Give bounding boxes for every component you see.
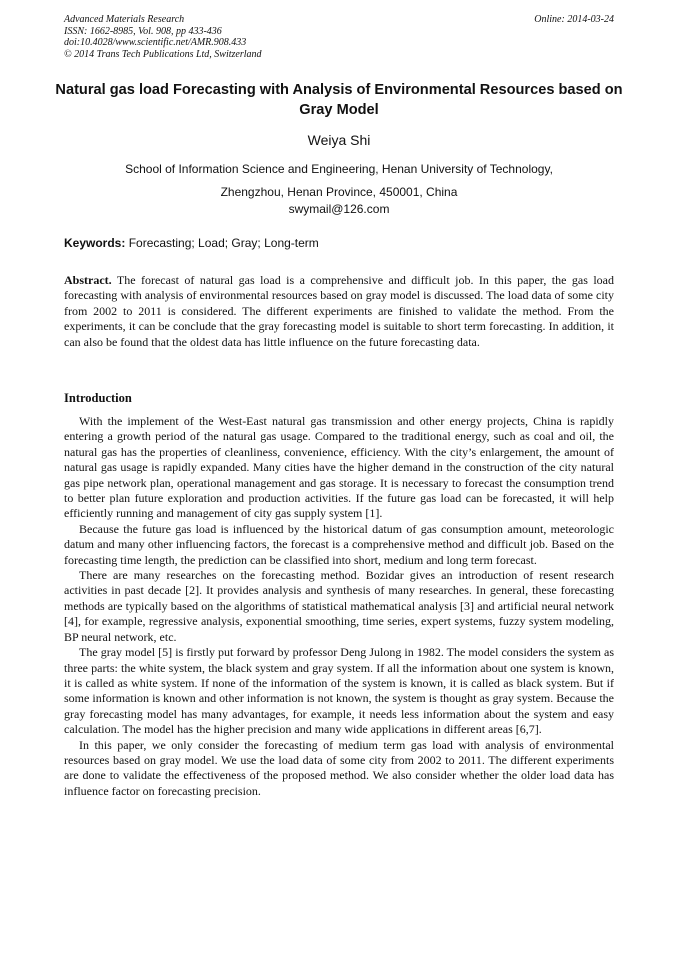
- keywords-text: Forecasting; Load; Gray; Long-term: [125, 236, 319, 250]
- author-name: Weiya Shi: [307, 132, 371, 148]
- abstract: [64, 273, 614, 350]
- intro-paragraph-5: In this paper, we only consider the forecasting of medium term gas load with analysis of environmental resources based on gray model. We use the load data of some city from 2002 to 2011. The different experiments are done to validate the effectiveness of the proposed method. We also consider whether the older load data has influence factor on forecasting precision.: [64, 737, 614, 798]
- journal-header: [64, 14, 614, 60]
- intro-paragraph-2: Because the future gas load is influenced by the historical datum of gas consumption amount, meteorologic datum and many other influencing factors, the forecast is a comprehensive method and difficult job. Based on the forecasting time length, the prediction can be classified into short, medium and long term forecast.: [64, 521, 614, 567]
- journal-name: Advanced Materials Research: [64, 14, 185, 25]
- keywords: [64, 236, 614, 250]
- introduction-heading: Introduction: [64, 391, 132, 405]
- intro-paragraph-3: There are many researches on the forecasting method. Bozidar gives an introduction of resent research activities in past decade [2]. It provides analysis and synthesis of many researches. In general, these forecasting methods are typically based on the algorithms of statistical mathematical analysis [3] and artificial neural network [4], for example, regressive analysis, exponential smoothing, time series, expert systems, fuzzy system modeling, BP neural network, etc.: [64, 568, 614, 644]
- affiliation-line-1: School of Information Science and Engineering, Henan University of Technology,: [125, 162, 553, 176]
- copyright-line: © 2014 Trans Tech Publications Ltd, Switzerland: [64, 48, 262, 60]
- author-email: swymail@126.com: [288, 202, 390, 216]
- introduction-body: [64, 414, 614, 799]
- abstract-text: The forecast of natural gas load is a comprehensive and difficult job. In this paper, the gas load forecasting with analysis of environmental resources based on gray model is discussed. The load data of some city from 2002 to 2011 is considered. The different experiments are finished to validate the method. From the experiments, it can be conclude that the gray forecasting model is suitable to short term forecasting. In addition, it can also be found that the oldest data has little influence on the future forecasting data.: [64, 273, 614, 349]
- keywords-label: Keywords:: [64, 236, 126, 250]
- issn-line: ISSN: 1662-8985, Vol. 908, pp 433-436: [64, 25, 222, 37]
- abstract-label: Abstract.: [64, 273, 112, 287]
- paper-title: Natural gas load Forecasting with Analysis of Environmental Resources based on Gray Model: [55, 82, 623, 118]
- doi-line: doi:10.4028/www.scientific.net/AMR.908.433: [64, 37, 247, 49]
- affiliation: [40, 158, 638, 204]
- online-date: Online: 2014-03-24: [534, 14, 614, 25]
- intro-paragraph-1: With the implement of the West-East natural gas transmission and other energy projects, China is rapidly entering a growth period of the natural gas usage. Compared to the traditional energy, such as coal and oil, the natural gas has the properties of cleanliness, convenience, efficiency. With the city’s enlargement, the amount of natural gas usage is rapidly expanded. Many cities have the higher demand in the construction of the city natural gas pipe network plan, operational management and gas storage. It is necessary to forecast the consumption trend to better plan future exploration and production activities. If the future gas load can be forecasted, it will help efficiently running and management of city gas supply system [1].: [64, 414, 614, 521]
- intro-paragraph-4: The gray model [5] is firstly put forward by professor Deng Julong in 1982. The model considers the system as three parts: the white system, the black system and gray system. If all the information about one system is known, it is called as white system. If none of the information of the system is known, it is called as black system. But if some information is known and other information is not known, the system is thought as gray system. Because the gray forecasting model has many advantages, for example, it needs less information about the system and easy calculation. The model has the higher precision and many wide applications in different areas [6,7].: [64, 645, 614, 737]
- affiliation-line-2: Zhengzhou, Henan Province, 450001, China: [220, 185, 458, 199]
